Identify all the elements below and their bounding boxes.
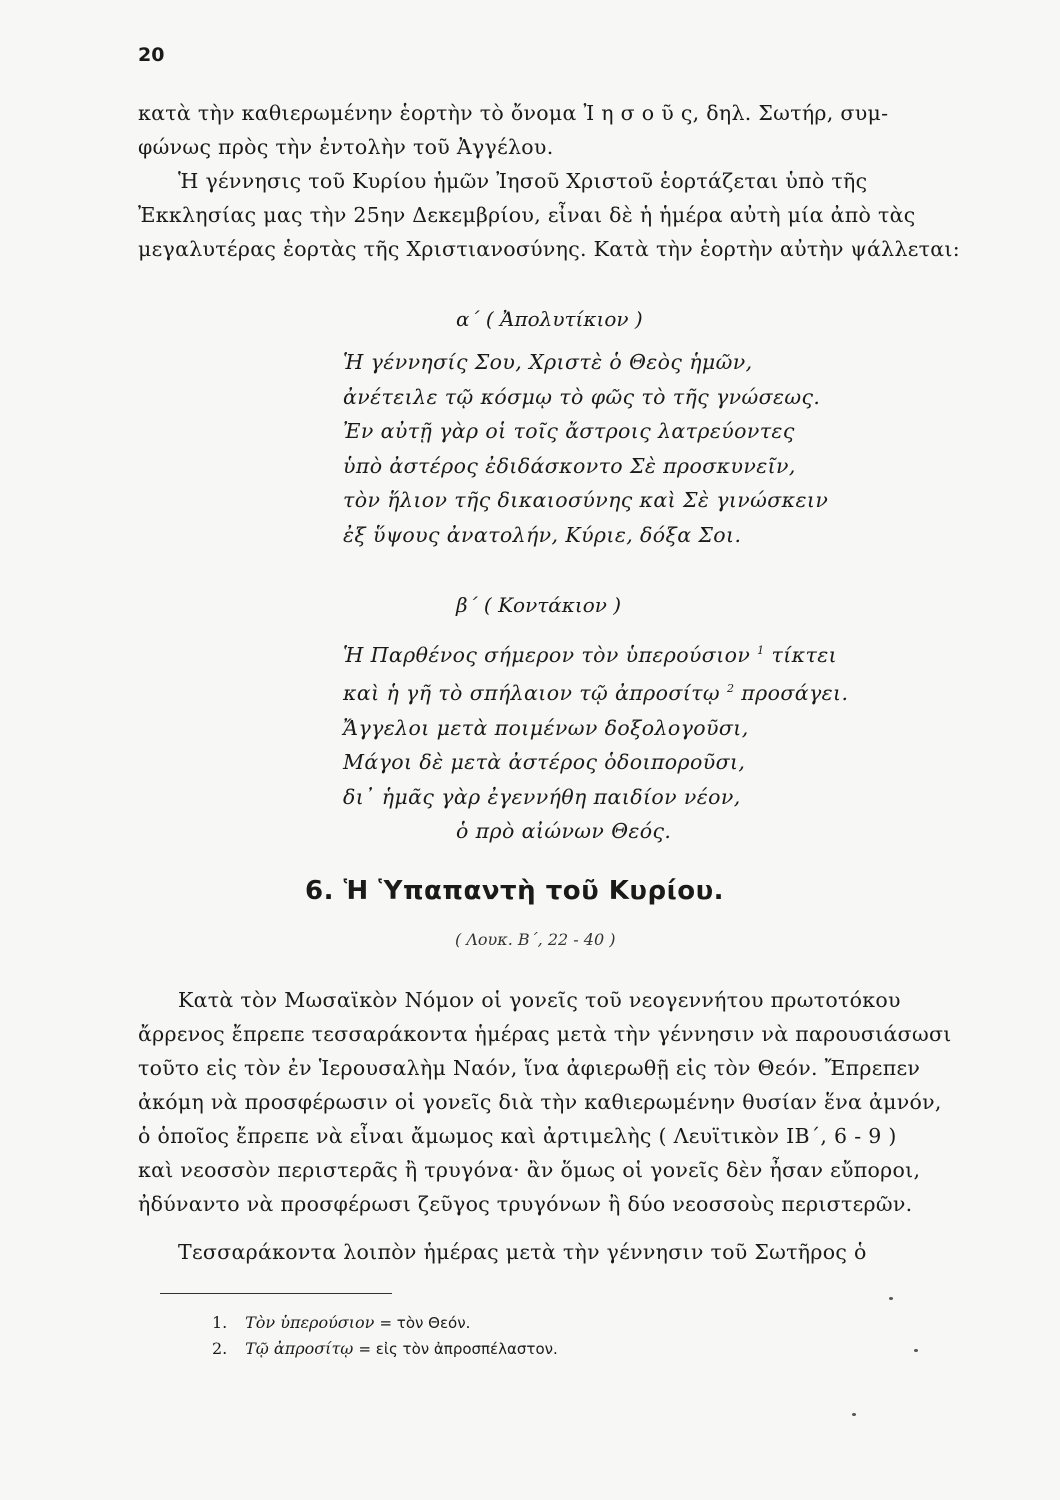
hymn-line: Ἡ γέννησίς Σου, Χριστὲ ὁ Θεὸς ἡμῶν, [343, 350, 753, 374]
intro-paragraph [138, 96, 988, 164]
footnote-definition: = εἰς τὸν ἀπροσπέλαστον. [358, 1340, 558, 1358]
nativity-paragraph [138, 164, 988, 266]
footnote-term: Τῷ ἀπροσίτῳ [245, 1339, 354, 1358]
footnote-definition: = τὸν Θεόν. [379, 1314, 471, 1332]
final-paragraph [138, 1235, 988, 1269]
text-line: Ἐκκλησίας μας τὴν 25ην Δεκεμβρίου, εἶναι δὲ ἡ ἡμέρα αὐτὴ μία ἀπὸ τὰς [138, 203, 916, 227]
page-number: 20 [138, 44, 165, 66]
footnote-divider [160, 1293, 392, 1294]
print-speck [889, 1297, 893, 1300]
text-line: μεγαλυτέρας ἑορτὰς τῆς Χριστιανοσύνης. Κατὰ τὴν ἑορτὴν αὐτὴν ψάλλεται: [138, 237, 960, 261]
footnote-number: 1. [212, 1313, 228, 1332]
hymn-line: ὑπὸ ἀστέρος ἐδιδάσκοντο Σὲ προσκυνεῖν, [343, 453, 796, 478]
text-line: κατὰ τὴν καθιερωμένην ἑορτὴν τὸ ὄνομα Ἰ η σ ο ῦ ς, δηλ. Σωτήρ, συμ- [138, 101, 889, 125]
hymn-line: τὸν ἥλιον τῆς δικαιοσύνης καὶ Σὲ γινώσκειν [343, 488, 829, 512]
footnote-number: 2. [212, 1339, 228, 1358]
text-line: τοῦτο εἰς τὸν ἐν Ἱερουσαλὴμ Ναόν, ἵνα ἀφιερωθῇ εἰς τὸν Θεόν. Ἔπρεπεν [138, 1056, 921, 1080]
hymn-line-end: τίκτει [771, 642, 838, 667]
hymn-b-title: β΄ ( Κοντάκιον ) [456, 593, 622, 617]
hymn-line: δι᾽ ἡμᾶς γὰρ ἐγεννήθη παιδίον νέον, [343, 784, 741, 809]
text-line: ἠδύναντο νὰ προσφέρωσι ζεῦγος τρυγόνων ἢ δύο νεοσσοὺς περιστερῶν. [138, 1192, 913, 1216]
hymn-line: ἀνέτειλε τῷ κόσμῳ τὸ φῶς τὸ τῆς γνώσεως. [343, 384, 821, 409]
hymn-line: Μάγοι δὲ μετὰ ἀστέρος ὁδοιποροῦσι, [343, 750, 746, 775]
hymn-apolytikion [343, 345, 828, 552]
hymn-line-text: Ἡ Παρθένος σήμερον τὸν ὑπερούσιον [343, 642, 751, 667]
footnote-ref-2: 2 [726, 682, 735, 696]
hymn-a-title: α΄ ( Ἀπολυτίκιον ) [456, 307, 643, 331]
section-heading: 6. Ἡ Ὑπαπαντὴ τοῦ Κυρίου. [305, 876, 725, 906]
text-line: ἄρρενος ἔπρεπε τεσσαράκοντα ἡμέρας μετὰ τὴν γέννησιν νὰ παρουσιάσωσι [138, 1022, 952, 1046]
print-speck [852, 1413, 856, 1416]
text-line: καὶ νεοσσὸν περιστερᾶς ἢ τρυγόνα· ἂν ὅμως οἱ γονεῖς δὲν ἦσαν εὔποροι, [138, 1158, 921, 1182]
hymn-line: Ἐν αὐτῇ γὰρ οἱ τοῖς ἄστροις λατρεύοντες [343, 419, 795, 443]
text-line: Ἡ γέννησις τοῦ Κυρίου ἡμῶν Ἰησοῦ Χριστοῦ ἑορτάζεται ὑπὸ τῆς [178, 169, 868, 193]
text-line: φώνως πρὸς τὴν ἐντολὴν τοῦ Ἀγγέλου. [138, 135, 554, 159]
hymn-line-end: προσάγει. [741, 681, 849, 706]
footnote-1 [212, 1310, 558, 1336]
footnote-2 [212, 1336, 558, 1362]
hymn-line [343, 672, 848, 710]
hymn-line: ἐξ ὕψους ἀνατολήν, Κύριε, δόξα Σοι. [343, 522, 742, 547]
footnotes [212, 1310, 558, 1362]
scripture-reference: ( Λουκ. Β΄, 22 - 40 ) [455, 930, 616, 949]
hymn-line: ὁ πρὸ αἰώνων Θεός. [456, 819, 672, 844]
hymn-line-text: καὶ ἡ γῆ τὸ σπήλαιον τῷ ἀπροσίτῳ [343, 681, 721, 706]
print-speck [914, 1349, 918, 1352]
text-line: ἀκόμη νὰ προσφέρωσιν οἱ γονεῖς διὰ τὴν καθιερωμένην θυσίαν ἕνα ἀμνόν, [138, 1090, 942, 1114]
hymn-line [343, 634, 848, 672]
hymn-line: Ἄγγελοι μετὰ ποιμένων δοξολογοῦσι, [343, 715, 749, 740]
footnote-term: Τὸν ὑπερούσιον [245, 1313, 375, 1332]
footnote-ref-1: 1 [757, 644, 765, 657]
text-line: Τεσσαράκοντα λοιπὸν ἡμέρας μετὰ τὴν γέννησιν τοῦ Σωτῆρος ὁ [178, 1240, 867, 1264]
presentation-paragraph [138, 983, 988, 1221]
hymn-kontakion [343, 634, 848, 849]
text-line: ὁ ὁποῖος ἔπρεπε νὰ εἶναι ἄμωμος καὶ ἀρτιμελὴς ( Λευϊτικὸν ΙΒ΄, 6 - 9 ) [138, 1124, 897, 1148]
text-line: Κατὰ τὸν Μωσαϊκὸν Νόμον οἱ γονεῖς τοῦ νεογεννήτου πρωτοτόκου [178, 988, 901, 1012]
